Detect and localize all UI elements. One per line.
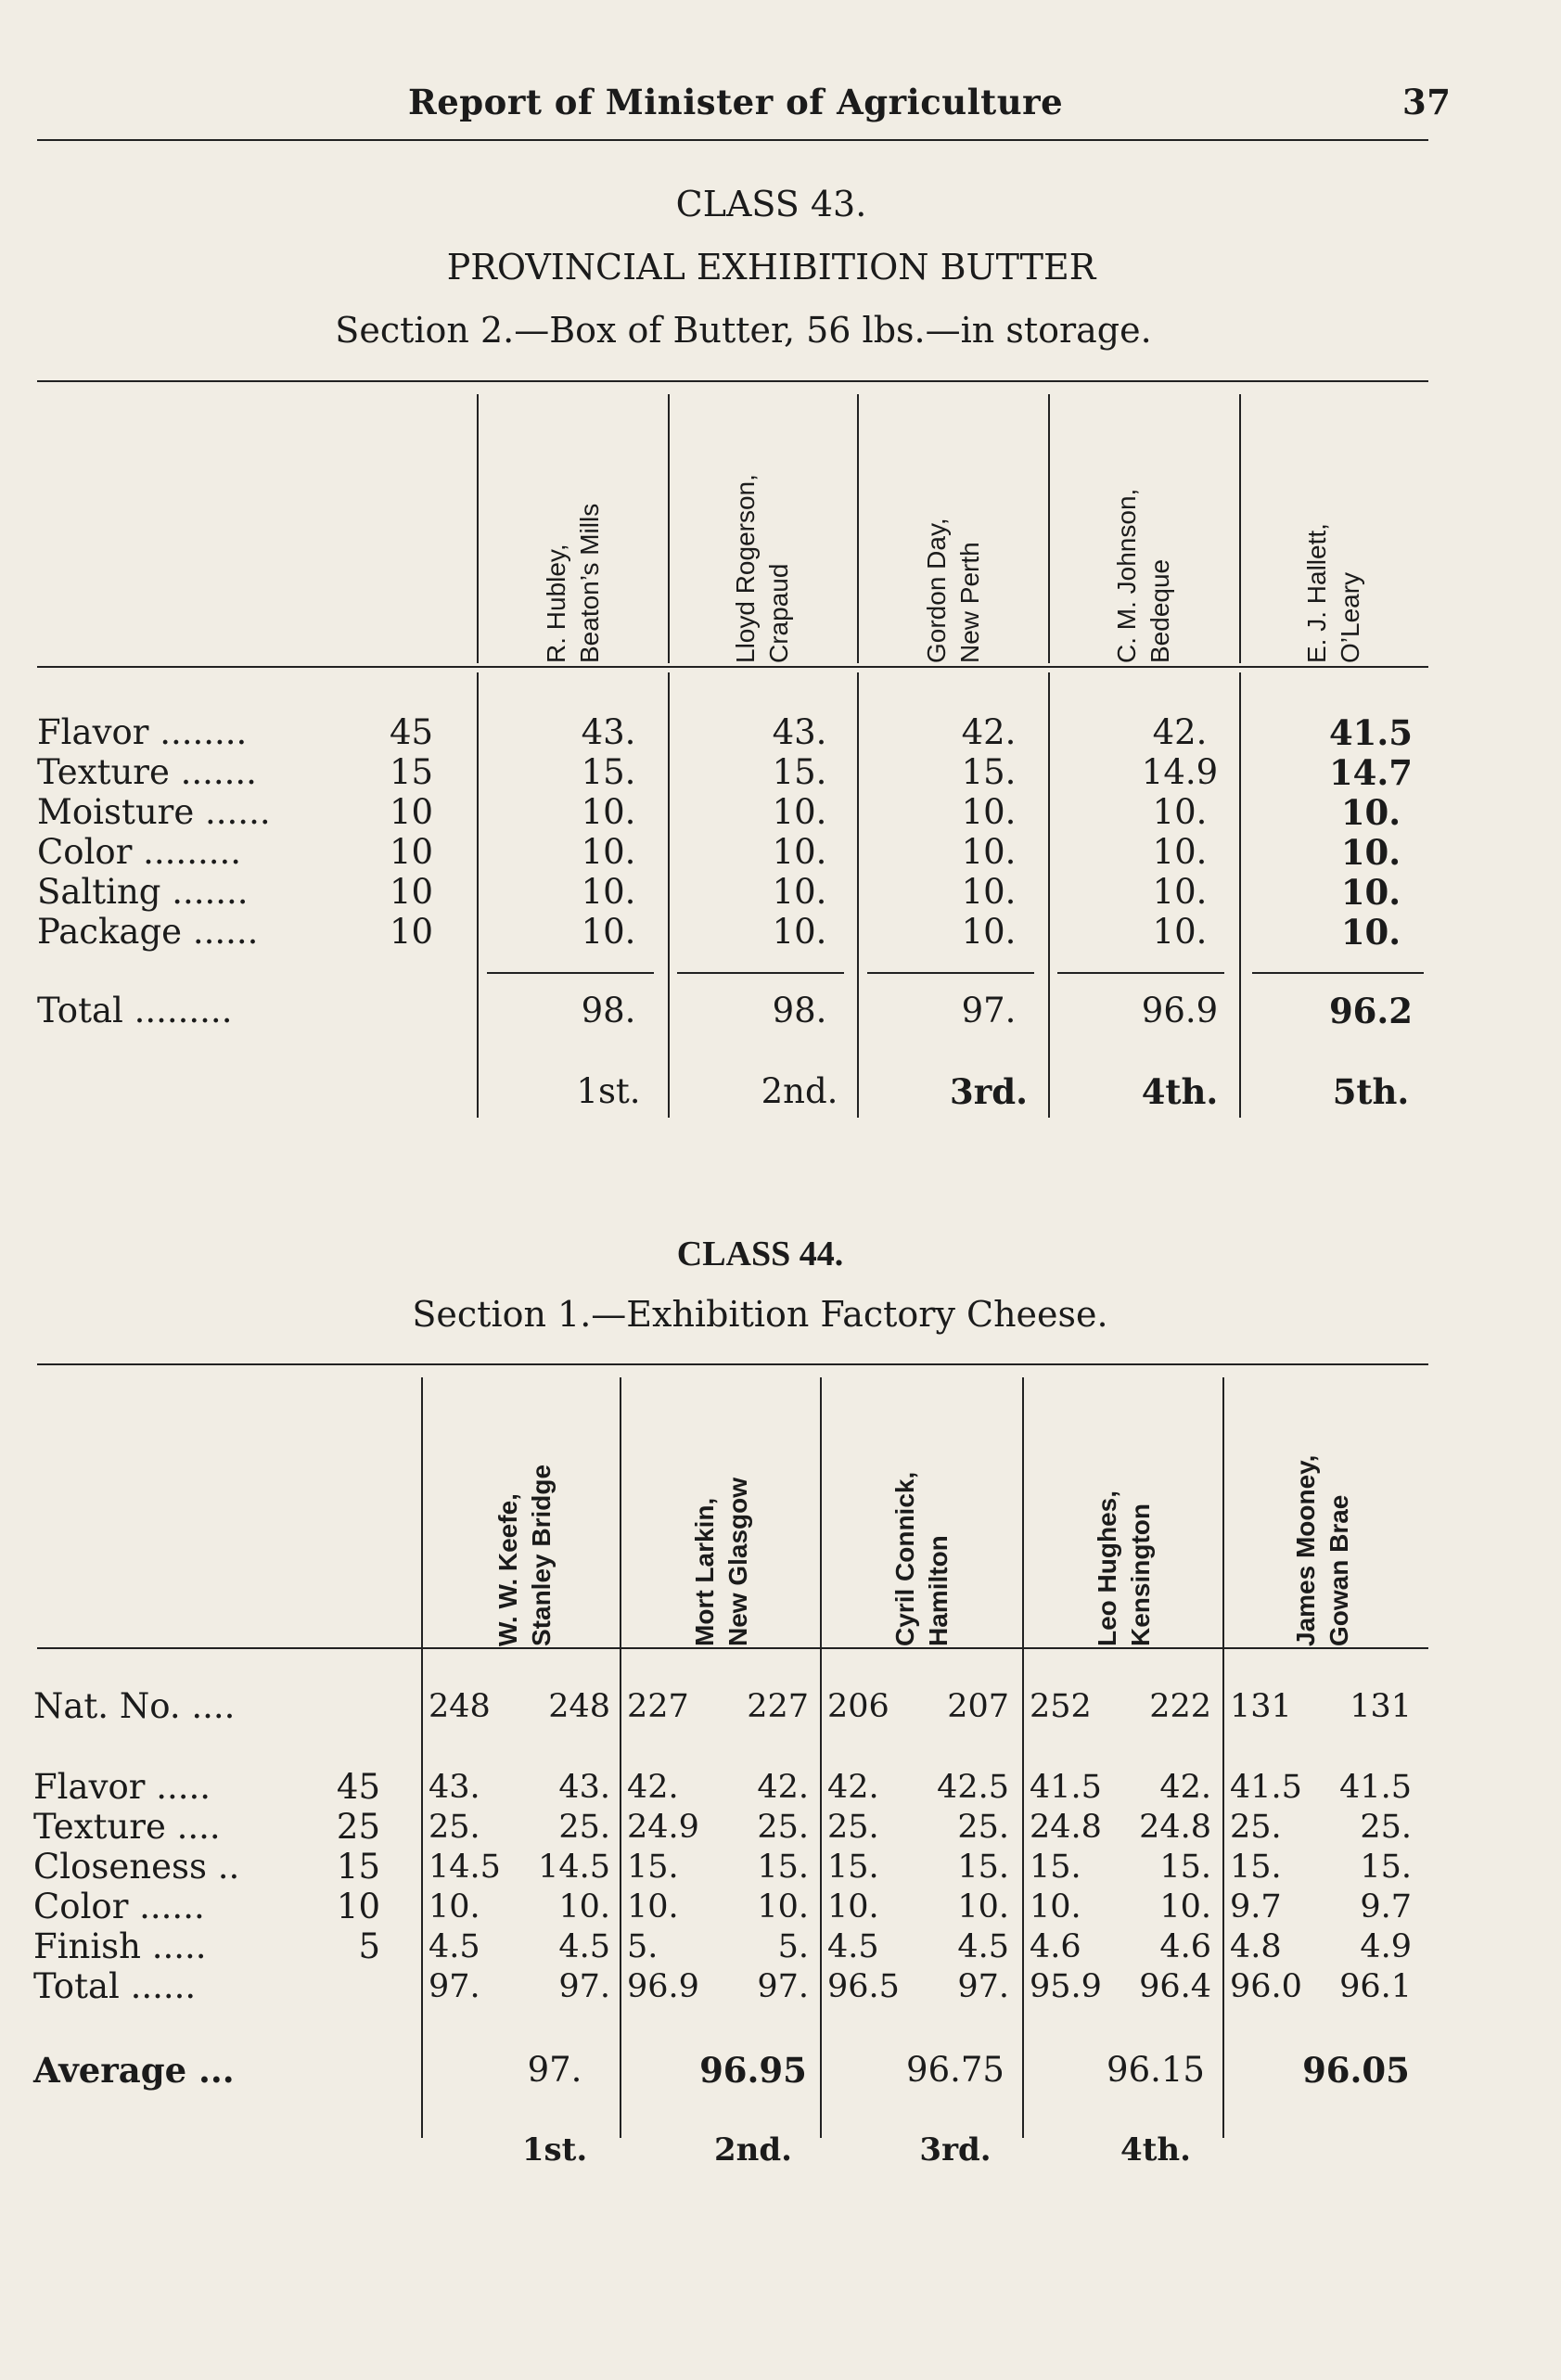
score-cell: 4.5	[957, 1928, 1009, 1965]
score-cell: 10.	[1340, 792, 1401, 833]
class43-top-rule	[37, 380, 1428, 382]
score-cell: 41.5	[1030, 1769, 1102, 1806]
class44-criterion-row	[0, 1807, 1561, 1848]
score-cell: 97.	[757, 1968, 809, 2005]
score-cell: 227	[747, 1688, 809, 1725]
score-cell: 10.	[772, 872, 827, 912]
class43-place-row	[37, 1071, 1428, 1112]
class44-col-divider	[820, 1377, 822, 2138]
score-cell: 4.5	[558, 1928, 610, 1965]
entrant-location: Beaton’s Mills	[575, 503, 604, 663]
class43-col-divider	[477, 394, 479, 663]
class44-col-divider	[620, 1377, 621, 2138]
score-cell: 10.	[627, 1888, 679, 1926]
score-cell: 14.5	[538, 1849, 610, 1886]
score-cell: 25.	[558, 1809, 610, 1846]
criterion-label: Salting .......	[37, 872, 249, 912]
score-cell: 96.1	[1339, 1968, 1412, 2005]
score-cell: 15.	[627, 1849, 679, 1886]
place-label: 4th.	[1141, 1071, 1219, 1112]
score-cell: 131	[1230, 1688, 1292, 1725]
entrant-location: New Perth	[955, 542, 984, 663]
class43-col-divider	[857, 394, 859, 663]
criterion-label: Moisture ......	[37, 792, 271, 832]
average-value: 96.95	[699, 2050, 807, 2091]
class43-total-rule	[1057, 972, 1224, 974]
criterion-label: Texture .......	[37, 752, 257, 792]
score-cell: 24.8	[1139, 1809, 1211, 1846]
class43-col-divider	[668, 394, 670, 663]
score-cell: 24.9	[627, 1809, 699, 1846]
class43-title: CLASS 43.	[675, 184, 867, 224]
score-cell: 10.	[1152, 832, 1208, 872]
entrant-name: W. W. Keefe,	[493, 1493, 522, 1646]
criterion-label: Nat. No. ....	[33, 1686, 236, 1726]
score-cell: 43.	[772, 712, 827, 752]
score-cell: 10.	[757, 1888, 809, 1926]
class44-entrant	[880, 1368, 964, 1646]
average-value: 97.	[527, 2050, 582, 2090]
class43-subtitle: PROVINCIAL EXHIBITION BUTTER	[446, 247, 1096, 288]
class44-criterion-row	[0, 1966, 1561, 2007]
class44-criterion-row	[0, 1926, 1561, 1967]
score-cell: 41.5	[1339, 1769, 1412, 1806]
score-cell: 10.	[961, 832, 1017, 872]
score-cell: 97.	[957, 1968, 1009, 2005]
entrant-name: Cyril Connick,	[890, 1471, 919, 1646]
score-cell: 5.	[777, 1928, 809, 1965]
average-value: 96.15	[1107, 2050, 1205, 2090]
criterion-label: Total ......	[33, 1966, 197, 2006]
class44-entrant	[1082, 1368, 1166, 1646]
class44-col-divider	[421, 1377, 423, 2138]
class44-entrant	[483, 1368, 567, 1646]
class44-top-rule	[37, 1363, 1428, 1365]
score-cell: 25.	[1230, 1809, 1282, 1846]
place-label: 3rd.	[919, 2131, 992, 2169]
entrant-location: New Glasgow	[723, 1477, 752, 1646]
criterion-max: 25	[336, 1807, 380, 1847]
score-cell: 131	[1350, 1688, 1412, 1725]
score-cell: 14.9	[1141, 752, 1219, 792]
score-cell: 4.5	[429, 1928, 480, 1965]
score-cell: 10.	[581, 912, 636, 952]
class43-entrant	[721, 385, 804, 663]
score-cell: 15.	[961, 752, 1017, 792]
class44-title: CLASS 44.	[676, 1235, 844, 1273]
score-cell: 10.	[1340, 832, 1401, 873]
score-cell: 4.5	[827, 1928, 879, 1965]
entrant-location: Hamilton	[924, 1535, 953, 1646]
entrant-location: O’Leary	[1336, 571, 1364, 663]
class44-entrant	[1281, 1368, 1364, 1646]
criterion-max: 15	[390, 752, 434, 792]
class44-criterion-row	[0, 1887, 1561, 1927]
score-cell: 4.6	[1159, 1928, 1211, 1965]
score-cell: 96.4	[1139, 1968, 1211, 2005]
place-label: 2nd.	[714, 2131, 792, 2169]
score-cell: 96.0	[1230, 1968, 1302, 2005]
class43-total-rule	[1252, 972, 1424, 974]
class43-total-row	[37, 991, 1428, 1031]
entrant-name: James Mooney,	[1291, 1454, 1320, 1646]
entrant-location: Kensington	[1126, 1503, 1155, 1646]
average-label: Average ...	[33, 2050, 235, 2091]
class43-criterion-row	[37, 872, 1428, 913]
score-cell: 10.	[1340, 912, 1401, 953]
entrant-name: E. J. Hallett,	[1302, 523, 1331, 663]
criterion-label: Closeness ..	[33, 1847, 240, 1887]
score-cell: 24.8	[1030, 1809, 1102, 1846]
score-cell: 14.7	[1328, 752, 1414, 793]
criterion-max: 10	[336, 1887, 380, 1926]
place-label: 3rd.	[950, 1071, 1028, 1112]
class43-criterion-row	[37, 912, 1428, 953]
score-cell: 97.	[429, 1968, 480, 2005]
entrant-location: Gowan Brae	[1324, 1494, 1353, 1646]
criterion-max: 10	[390, 832, 434, 872]
page-number: 37	[1402, 82, 1452, 122]
class43-criterion-row	[37, 792, 1428, 833]
score-cell: 14.5	[429, 1849, 501, 1886]
total-value: 97.	[961, 991, 1017, 1030]
score-cell: 25.	[957, 1809, 1009, 1846]
score-cell: 10.	[772, 792, 827, 832]
criterion-label: Color .........	[37, 832, 241, 872]
place-label: 4th.	[1120, 2131, 1191, 2169]
entrant-location: Crapaud	[764, 563, 793, 663]
score-cell: 10.	[1159, 1888, 1211, 1926]
class43-criterion-row	[37, 712, 1428, 753]
score-cell: 10.	[1152, 792, 1208, 832]
score-cell: 25.	[1360, 1809, 1412, 1846]
score-cell: 42.	[827, 1769, 879, 1806]
score-cell: 15.	[957, 1849, 1009, 1886]
class44-section: Section 1.—Exhibition Factory Cheese.	[412, 1294, 1108, 1335]
class43-total-rule	[867, 972, 1034, 974]
score-cell: 10.	[429, 1888, 480, 1926]
class43-total-rule	[677, 972, 844, 974]
class43-total-rule	[487, 972, 654, 974]
score-cell: 10.	[961, 792, 1017, 832]
score-cell: 227	[627, 1688, 689, 1725]
average-value: 96.75	[906, 2050, 1004, 2090]
class44-col-divider	[1222, 1377, 1224, 2138]
score-cell: 10.	[581, 792, 636, 832]
criterion-label: Color ......	[33, 1887, 205, 1926]
score-cell: 42.5	[937, 1769, 1009, 1806]
class44-criterion-row	[0, 1767, 1561, 1808]
score-cell: 248	[548, 1688, 610, 1725]
score-cell: 15.	[1230, 1849, 1282, 1886]
score-cell: 15.	[1030, 1849, 1081, 1886]
score-cell: 10.	[772, 832, 827, 872]
class44-entrant	[680, 1368, 763, 1646]
class44-col-divider	[1022, 1377, 1024, 2138]
score-cell: 42.	[961, 712, 1017, 752]
score-cell: 41.5	[1230, 1769, 1302, 1806]
score-cell: 10.	[961, 912, 1017, 952]
class44-header-rule	[37, 1647, 1428, 1649]
score-cell: 10.	[1030, 1888, 1081, 1926]
score-cell: 15.	[827, 1849, 879, 1886]
place-label: 5th.	[1332, 1071, 1410, 1112]
score-cell: 4.6	[1030, 1928, 1081, 1965]
score-cell: 43.	[558, 1769, 610, 1806]
score-cell: 207	[947, 1688, 1009, 1725]
criterion-label: Finish .....	[33, 1926, 207, 1966]
place-label: 1st.	[576, 1071, 641, 1111]
class43-entrant	[912, 385, 995, 663]
score-cell: 42.	[1159, 1769, 1211, 1806]
score-cell: 15.	[772, 752, 827, 792]
score-cell: 25.	[827, 1809, 879, 1846]
score-cell: 10.	[1152, 912, 1208, 952]
class43-criterion-row	[37, 752, 1428, 793]
score-cell: 10.	[957, 1888, 1009, 1926]
criterion-label: Flavor .....	[33, 1767, 211, 1807]
score-cell: 41.5	[1328, 712, 1414, 753]
entrant-name: R. Hubley,	[542, 544, 570, 663]
score-cell: 42.	[757, 1769, 809, 1806]
score-cell: 222	[1149, 1688, 1211, 1725]
score-cell: 25.	[757, 1809, 809, 1846]
running-head: Report of Minister of Agriculture	[408, 82, 1064, 122]
score-cell: 42.	[627, 1769, 679, 1806]
entrant-name: Mort Larkin,	[690, 1497, 719, 1646]
entrant-location: Bedeque	[1145, 558, 1174, 663]
class44-average-row	[33, 2050, 1434, 2091]
score-cell: 15.	[1159, 1849, 1211, 1886]
criterion-max: 10	[390, 872, 434, 912]
class43-section: Section 2.—Box of Butter, 56 lbs.—in storage.	[335, 310, 1152, 351]
criterion-max: 10	[390, 912, 434, 952]
class43-criterion-row	[37, 832, 1428, 873]
class44-place-row	[33, 2130, 1434, 2170]
score-cell: 10.	[827, 1888, 879, 1926]
score-cell: 43.	[429, 1769, 480, 1806]
average-value: 96.05	[1302, 2050, 1410, 2091]
class43-header-rule	[37, 666, 1428, 668]
criterion-max: 10	[390, 792, 434, 832]
score-cell: 97.	[558, 1968, 610, 2005]
score-cell: 10.	[581, 832, 636, 872]
score-cell: 9.7	[1230, 1888, 1282, 1926]
criterion-label: Package ......	[37, 912, 259, 952]
score-cell: 42.	[1152, 712, 1208, 752]
total-value: 98.	[772, 991, 827, 1030]
criterion-max: 45	[390, 712, 434, 752]
score-cell: 96.9	[627, 1968, 699, 2005]
score-cell: 43.	[581, 712, 636, 752]
total-value: 98.	[581, 991, 636, 1030]
score-cell: 4.9	[1360, 1928, 1412, 1965]
criterion-max: 5	[358, 1926, 380, 1966]
entrant-name: Leo Hughes,	[1093, 1490, 1121, 1646]
score-cell: 96.5	[827, 1968, 900, 2005]
criterion-label: Flavor ........	[37, 712, 248, 752]
criterion-max: 15	[336, 1847, 380, 1887]
score-cell: 15.	[581, 752, 636, 792]
score-cell: 248	[429, 1688, 491, 1725]
score-cell: 25.	[429, 1809, 480, 1846]
class43-col-divider	[1048, 394, 1050, 663]
entrant-name: C. M. Johnson,	[1112, 488, 1141, 663]
place-label: 1st.	[521, 2131, 588, 2169]
score-cell: 10.	[558, 1888, 610, 1926]
entrant-name: Lloyd Rogerson,	[731, 474, 760, 663]
score-cell: 95.9	[1030, 1968, 1102, 2005]
class43-entrant	[531, 385, 615, 663]
score-cell: 252	[1030, 1688, 1092, 1725]
total-value: 96.9	[1141, 991, 1219, 1030]
score-cell: 10.	[961, 872, 1017, 912]
entrant-name: Gordon Day,	[922, 518, 951, 663]
header-rule	[37, 139, 1428, 141]
score-cell: 206	[827, 1688, 889, 1725]
score-cell: 15.	[1360, 1849, 1412, 1886]
class44-criterion-row	[0, 1847, 1561, 1887]
score-cell: 10.	[581, 872, 636, 912]
class44-natno-row	[0, 1686, 1561, 1727]
score-cell: 5.	[627, 1928, 659, 1965]
class43-entrant	[1102, 385, 1185, 663]
class43-entrant	[1292, 385, 1375, 663]
score-cell: 15.	[757, 1849, 809, 1886]
score-cell: 10.	[1152, 872, 1208, 912]
place-label: 2nd.	[761, 1071, 838, 1111]
criterion-label: Texture ....	[33, 1807, 221, 1847]
criterion-max: 45	[336, 1767, 380, 1807]
score-cell: 4.8	[1230, 1928, 1282, 1965]
score-cell: 10.	[1340, 872, 1401, 913]
total-value: 96.2	[1328, 991, 1414, 1031]
score-cell: 9.7	[1360, 1888, 1412, 1926]
entrant-location: Stanley Bridge	[527, 1464, 556, 1646]
total-label: Total .........	[37, 991, 233, 1030]
score-cell: 10.	[772, 912, 827, 952]
class43-col-divider	[1239, 394, 1241, 663]
